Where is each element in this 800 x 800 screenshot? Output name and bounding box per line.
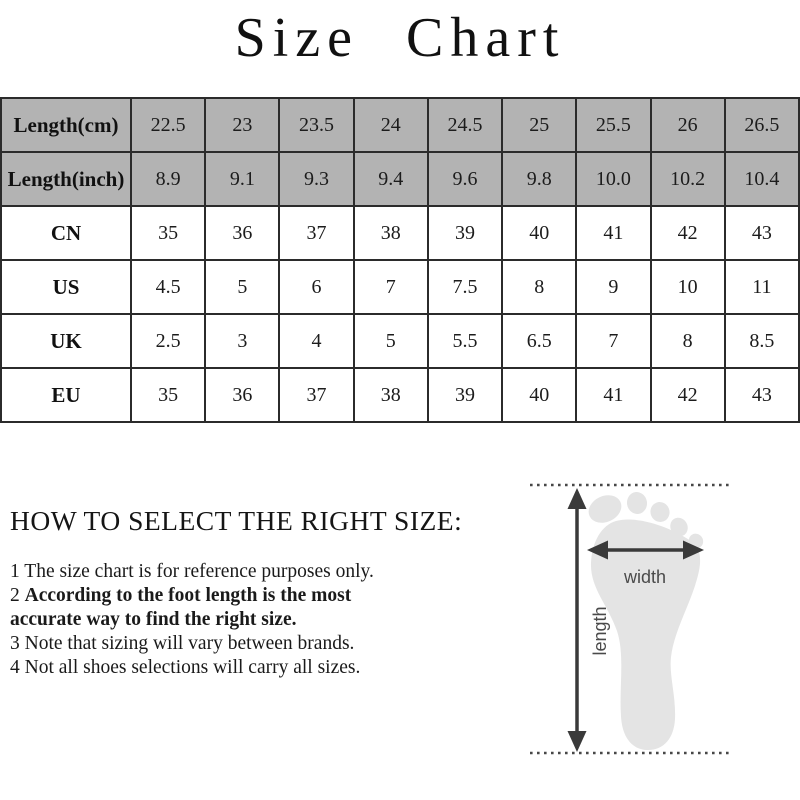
table-row xyxy=(1,368,799,422)
size-cell: 11 xyxy=(725,260,799,314)
table-row xyxy=(1,98,799,152)
size-cell: 9.8 xyxy=(502,152,576,206)
size-cell: 8 xyxy=(502,260,576,314)
row-label: EU xyxy=(1,368,131,422)
size-cell: 22.5 xyxy=(131,98,205,152)
row-label: UK xyxy=(1,314,131,368)
size-cell: 23.5 xyxy=(279,98,353,152)
page-title: Size Chart xyxy=(234,7,566,69)
guide-note xyxy=(10,656,410,680)
size-cell: 5 xyxy=(354,314,428,368)
size-cell: 36 xyxy=(205,368,279,422)
size-cell: 24.5 xyxy=(428,98,502,152)
size-cell: 9 xyxy=(576,260,650,314)
size-cell: 6 xyxy=(279,260,353,314)
size-cell: 41 xyxy=(576,368,650,422)
note-text: Note that sizing will vary between brands. xyxy=(24,633,355,654)
size-cell: 8.5 xyxy=(725,314,799,368)
note-number: 4 xyxy=(10,657,25,678)
note-text: Not all shoes selections will carry all sizes. xyxy=(24,657,361,678)
size-cell: 9.1 xyxy=(205,152,279,206)
size-cell: 5 xyxy=(205,260,279,314)
size-cell: 8.9 xyxy=(131,152,205,206)
size-cell: 10.4 xyxy=(725,152,799,206)
size-cell: 36 xyxy=(205,206,279,260)
size-cell: 7.5 xyxy=(428,260,502,314)
size-cell: 43 xyxy=(725,206,799,260)
size-cell: 10.2 xyxy=(651,152,725,206)
guide-note xyxy=(10,632,410,656)
size-cell: 2.5 xyxy=(131,314,205,368)
guide-note xyxy=(10,584,410,632)
size-cell: 4 xyxy=(279,314,353,368)
size-cell: 9.6 xyxy=(428,152,502,206)
note-number: 3 xyxy=(10,633,25,654)
size-cell: 39 xyxy=(428,368,502,422)
size-cell: 38 xyxy=(354,368,428,422)
size-table-body xyxy=(1,98,799,422)
row-label: US xyxy=(1,260,131,314)
length-arrow xyxy=(568,488,587,752)
note-number: 1 xyxy=(10,561,25,582)
length-label: length xyxy=(590,606,610,656)
size-cell: 10 xyxy=(651,260,725,314)
note-text: According to the foot length is the most accurate way to find the right size. xyxy=(10,585,352,630)
size-cell: 7 xyxy=(354,260,428,314)
size-cell: 26 xyxy=(651,98,725,152)
size-cell: 38 xyxy=(354,206,428,260)
table-row xyxy=(1,206,799,260)
size-table xyxy=(0,97,800,423)
size-cell: 25.5 xyxy=(576,98,650,152)
size-cell: 25 xyxy=(502,98,576,152)
size-cell: 39 xyxy=(428,206,502,260)
size-cell: 3 xyxy=(205,314,279,368)
size-cell: 37 xyxy=(279,206,353,260)
size-cell: 24 xyxy=(354,98,428,152)
size-cell: 6.5 xyxy=(502,314,576,368)
size-cell: 5.5 xyxy=(428,314,502,368)
size-cell: 8 xyxy=(651,314,725,368)
size-cell: 42 xyxy=(651,206,725,260)
third-toe xyxy=(648,499,673,524)
row-label: CN xyxy=(1,206,131,260)
guide-heading: HOW TO SELECT THE RIGHT SIZE: xyxy=(10,505,463,536)
table-row xyxy=(1,152,799,206)
size-cell: 42 xyxy=(651,368,725,422)
size-cell: 37 xyxy=(279,368,353,422)
guide-note xyxy=(10,560,410,584)
second-toe xyxy=(625,490,649,515)
foot-measure-diagram xyxy=(520,473,760,765)
size-cell: 43 xyxy=(725,368,799,422)
size-cell: 7 xyxy=(576,314,650,368)
size-cell: 35 xyxy=(131,206,205,260)
row-label: Length(inch) xyxy=(1,152,131,206)
size-cell: 40 xyxy=(502,368,576,422)
size-cell: 9.3 xyxy=(279,152,353,206)
size-cell: 41 xyxy=(576,206,650,260)
guide-notes xyxy=(10,560,410,680)
size-cell: 40 xyxy=(502,206,576,260)
size-cell: 10.0 xyxy=(576,152,650,206)
size-cell: 35 xyxy=(131,368,205,422)
table-row xyxy=(1,314,799,368)
size-cell: 4.5 xyxy=(131,260,205,314)
table-row xyxy=(1,260,799,314)
size-cell: 23 xyxy=(205,98,279,152)
note-number: 2 xyxy=(10,585,25,606)
size-cell: 9.4 xyxy=(354,152,428,206)
size-cell: 26.5 xyxy=(725,98,799,152)
note-text: The size chart is for reference purposes only. xyxy=(24,561,374,582)
size-guide xyxy=(10,505,500,680)
width-label: width xyxy=(623,567,667,587)
row-label: Length(cm) xyxy=(1,98,131,152)
